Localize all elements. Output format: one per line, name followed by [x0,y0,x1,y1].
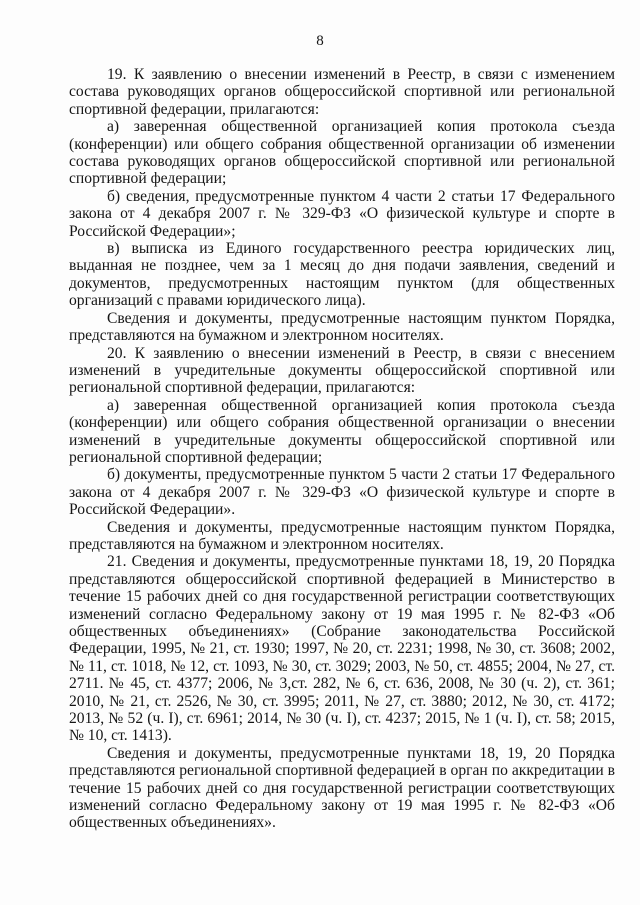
paragraph-20-note: Сведения и документы, предусмотренные настоящим пунктом Порядка, представляются на бумажном и электронном носителях. [69,518,615,553]
paragraph-20-b: б) документы, предусмотренные пунктом 5 части 2 статьи 17 Федерального закона от 4 декабря 2007 г. № 329-ФЗ «О физической культуре и спорте в Российской Федерации». [69,466,615,519]
paragraph-21: 21. Сведения и документы, предусмотренные пунктами 18, 19, 20 Порядка представляются общероссийской спортивной федерацией в Министерство в течение 15 рабочих дней со дня государственной регистрации соответствующих изменений согласно Федеральному закону от 19 мая 1995 г. № 82-ФЗ «Об общественных объединениях» (Собрание законодательства Российской Федерации, 1995, № 21, ст. 1930; 1997, № 20, ст. 2231; 1998, № 30, ст. 3608; 2002, № 11, ст. 1018, № 12, ст. 1093, № 30, ст. 3029; 2003, № 50, ст. 4855; 2004, № 27, ст. 2711. № 45, ст. 4377; 2006, № 3,ст. 282, № 6, ст. 636, 2008, № 30 (ч. 2), ст. 361; 2010, № 21, ст. 2526, № 30, ст. 3995; 2011, № 27, ст. 3880; 2012, № 30, ст. 4172; 2013, № 52 (ч. I), ст. 6961; 2014, № 30 (ч. I), ст. 4237; 2015, № 1 (ч. I), ст. 58; 2015, № 10, ст. 1413). [69,553,615,745]
paragraph-21-regional: Сведения и документы, предусмотренные пунктами 18, 19, 20 Порядка представляются региональной спортивной федерацией в орган по аккредитации в течение 15 рабочих дней со дня государственной регистрации соответствующих изменений согласно Федеральному закону от 19 мая 1995 г. № 82-ФЗ «Об общественных объединениях». [69,744,615,832]
page-number: 8 [316,33,324,49]
paragraph-19: 19. К заявлению о внесении изменений в Реестр, в связи с изменением состава руководящих органов общероссийской спортивной или региональной спортивной федерации, прилагаются: [69,66,615,118]
paragraph-19-b: б) сведения, предусмотренные пунктом 4 части 2 статьи 17 Федерального закона от 4 декабря 2007 г. № 329-ФЗ «О физической культуре и спорте в Российской Федерации»; [69,187,615,240]
document-body [69,66,615,832]
paragraph-20: 20. К заявлению о внесении изменений в Реестр, в связи с внесением изменений в учредительные документы общероссийской спортивной или региональной спортивной федерации, прилагаются: [69,344,615,397]
paragraph-19-c: в) выписка из Единого государственного реестра юридических лиц, выданная не позднее, чем за 1 месяц до дня подачи заявления, сведений и документов, предусмотренных настоящим пунктом (для общественных организаций с правами юридического лица). [69,240,615,310]
paragraph-20-a: а) заверенная общественной организацией копия протокола съезда (конференции) или общего собрания общественной организации о внесении изменений в учредительные документы общероссийской спортивной или региональной спортивной федерации; [69,396,615,466]
paragraph-19-a: а) заверенная общественной организацией копия протокола съезда (конференции) или общего собрания общественной организации об изменении состава руководящих органов общероссийской спортивной или региональной спортивной федерации; [69,118,615,188]
paragraph-19-note: Сведения и документы, предусмотренные настоящим пунктом Порядка, представляются на бумажном и электронном носителях. [69,309,615,345]
